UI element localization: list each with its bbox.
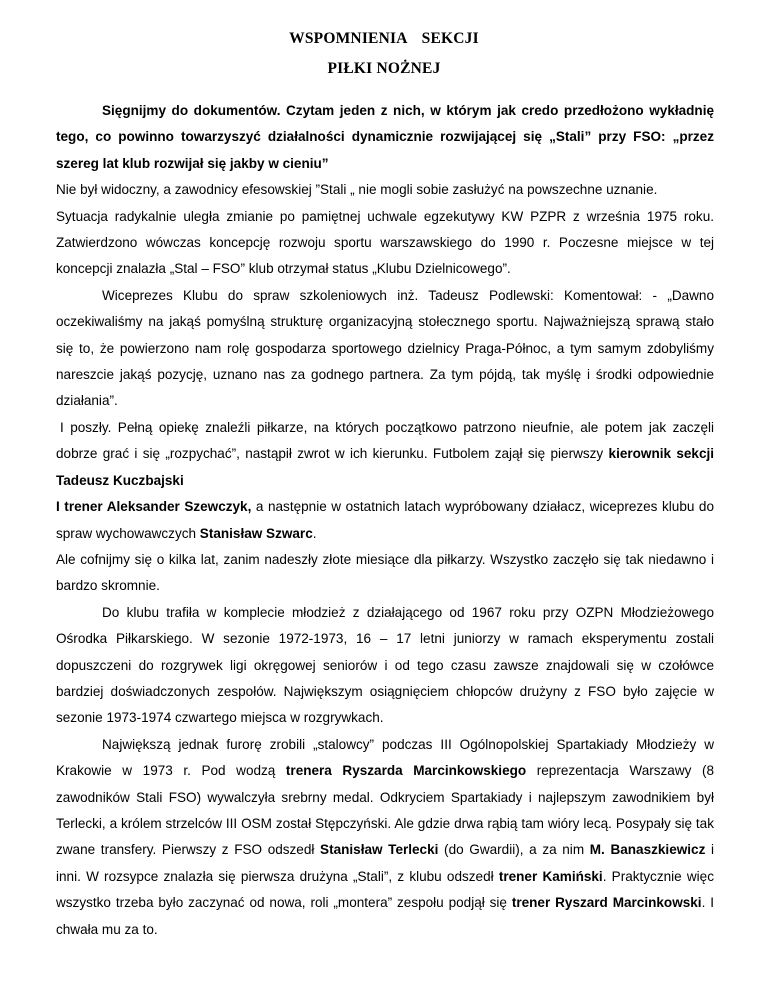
paragraph-3: Sytuacja radykalnie uległa zmianie po pamiętnej uchwale egzekutywy KW PZPR z września 1975 roku. Zatwierdzono wówczas koncepcję rozwoju sportu warszawskiego do 1990 r. Poczesne miejsce w tej koncepcji znalazła „Stal – FSO” klub otrzymał status „Klubu Dzielnicowego”. [56, 208, 714, 277]
paragraph-6-text-2: . [312, 525, 317, 541]
paragraph-5-bold: kierownik sekcji Tadeusz Kuczbajski [56, 446, 715, 488]
paragraph-6-bold-2: Stanisław Szwarc [199, 525, 313, 541]
paragraph-5 [56, 415, 714, 494]
paragraph-5-text: I poszły. Pełną opiekę znaleźli piłkarze, na których początkowo patrzono nieufnie, ale potem jak zaczęli dobrze grać i się „rozpychać”, nastąpił zwrot w ich kierunku. Futbolem zajął się pierwszy [56, 419, 714, 462]
paragraph-9 [56, 732, 714, 943]
paragraph-9-bold-d: Stanisław Terlecki [320, 842, 439, 858]
title-word-1: WSPOMNIENIA [289, 30, 408, 47]
paragraph-9-text-e: (do Gwardii), a za nim [438, 842, 590, 858]
paragraph-9-bold-b: trenera Ryszarda Marcinkowskiego [285, 763, 527, 779]
paragraph-9-bold-j: trener Ryszard Marcinkowski [511, 895, 702, 911]
title-word-2: SEKCJI [421, 30, 479, 47]
paragraph-9-text-i: . Praktycznie więc wszystko trzeba było zaczynać od nowa, roli „montera” zespołu podjął się [56, 868, 714, 911]
paragraph-9-bold-h: trener Kamiński [498, 868, 603, 884]
paragraph-4: Wiceprezes Klubu do spraw szkoleniowych inż. Tadeusz Podlewski: Komentował: - „Dawno oczekiwaliśmy na jakąś pomyślną strukturę organizacyjną stołecznego sportu. Najważniejszą sprawą stało się to, że powierzono nam rolę gospodarza sportowego dzielnicy Praga-Północ, a tym samym zdobyliśmy nareszcie jakąś pozycję, uznano nas za godnego partnera. Za tym pójdą, tak myślę i środki odpowiednie działania”. [56, 287, 714, 409]
paragraph-2: Nie był widoczny, a zawodnicy efesowskiej ”Stali „ nie mogli sobie zasłużyć na powszechne uznanie. [56, 182, 658, 198]
paragraph-6-bold-1: I trener Aleksander Szewczyk, [56, 499, 252, 515]
paragraph-intro: Sięgnijmy do dokumentów. Czytam jeden z nich, w którym jak credo przedłożono wykładnię tego, co powinno towarzyszyć działalności dynamicznie rozwijającej się „Stali” przy FSO: „przez szereg lat klub rozwijał się jakby w cieniu” [56, 103, 714, 171]
paragraph-9-text-c: reprezentacja Warszawy (8 zawodników Stali FSO) wywalczyła srebrny medal. Odkryciem Spartakiady i najlepszym zawodnikiem był Terlecki, a królem strzelców III OSM został Stępczyński. Ale gdzie drwa rąbią tam wióry lecą. Posypały się tak zwane transfery. Pierwszy z FSO odszedł [56, 763, 714, 858]
paragraph-9-text-g: i inni. W rozsypce znalazła się pierwsza drużyna „Stali”, z klubu odszedł [56, 842, 715, 884]
paragraph-6 [56, 494, 714, 547]
paragraph-9-bold-f: M. Banaszkiewicz [589, 842, 706, 858]
paragraph-7: Ale cofnijmy się o kilka lat, zanim nadeszły złote miesiące dla piłkarzy. Wszystko zaczęło się tak niedawno i bardzo skromnie. [56, 551, 714, 594]
title-line-1 [0, 30, 768, 48]
paragraph-6-text-1: a następnie w ostatnich latach wypróbowany działacz, wiceprezes klubu do spraw wychowawczych [56, 499, 714, 541]
paragraph-9-text-a: Największą jednak furorę zrobili „stalowcy” podczas III Ogólnopolskiej Spartakiady Młodzieży w Krakowie w 1973 r. Pod wodzą [56, 736, 714, 779]
document-body [56, 98, 714, 943]
paragraph-8: Do klubu trafiła w komplecie młodzież z działającego od 1967 roku przy OZPN Młodzieżowego Ośrodka Piłkarskiego. W sezonie 1972-1973, 16 – 17 letni juniorzy w ramach eksperymentu zostali dopuszczeni do rozgrywek ligi okręgowej seniorów i od tego czasu zawsze znajdowali się w czołówce bardziej doświadczonych zespołów. Największym osiągnięciem chłopców drużyny z FSO było zajęcie w sezonie 1973-1974 czwartego miejsca w rozgrywkach. [56, 604, 714, 726]
title-line-2: PIŁKI NOŻNEJ [327, 60, 441, 77]
paragraph-9-text-k: . I chwała mu za to. [56, 895, 714, 937]
